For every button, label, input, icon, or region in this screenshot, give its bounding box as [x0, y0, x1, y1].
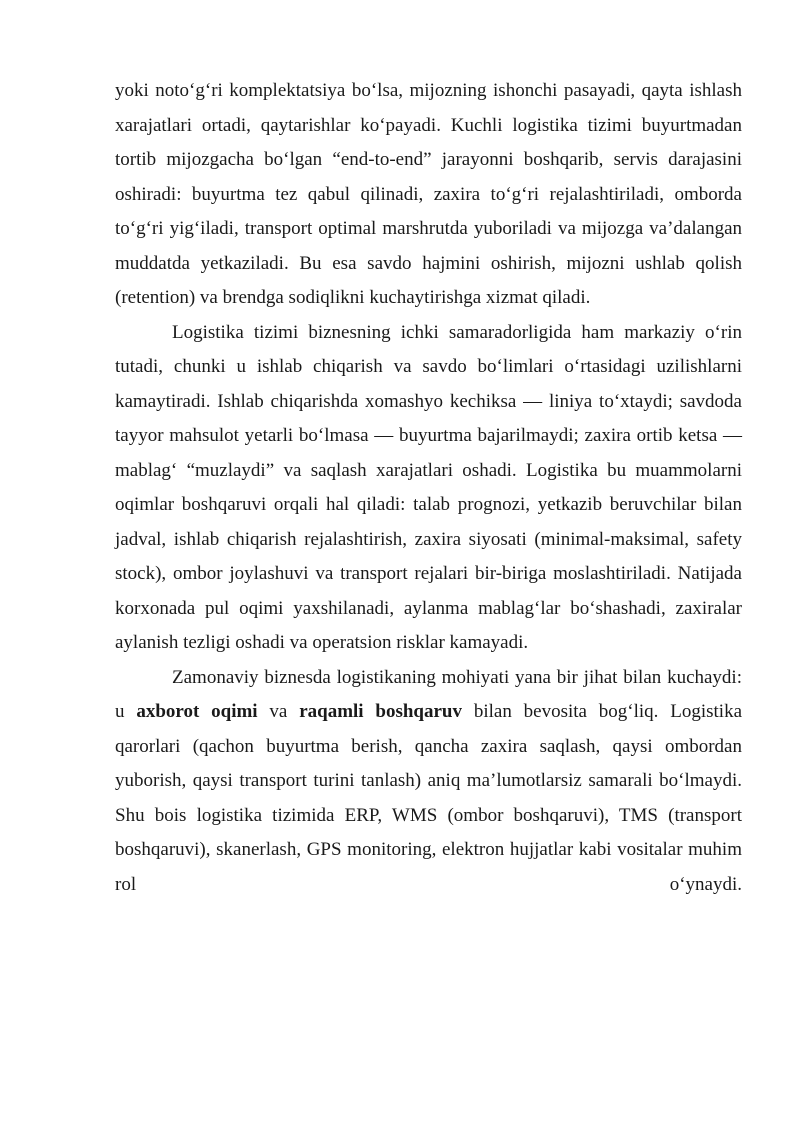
paragraph-internal-efficiency: Logistika tizimi biznesning ichki samaradorligida ham markaziy o‘rin tutadi, chunki u ishlab chiqarish va savdo bo‘limlari o‘rtasidagi uzilishlarni kamaytiradi. Ishlab chiqarishda xomashyo kechiksa — liniya to‘xtaydi; savdoda tayyor mahsulot yetarli bo‘lmasa — buyurtma bajarilmaydi; zaxira ortib ketsa — mablag‘ “muzlaydi” va saqlash xarajatlari oshadi. Logistika bu muammolarni oqimlar boshqaruvi orqali hal qiladi: talab prognozi, yetkazib beruvchilar bilan jadval, ishlab chiqarish rejalashtirish, zaxira siyosati (minimal-maksimal, safety stock), ombor joylashuvi va transport rejalari bir-biriga moslashtiriladi. Natijada korxonada pul oqimi yaxshilanadi, aylanma mablag‘lar bo‘shashadi, zaxiralar aylanish tezligi oshadi va operatsion risklar kamayadi. [115, 321, 742, 653]
bold-term-digital-management: raqamli boshqaruv [299, 701, 462, 722]
paragraph-text: va [257, 701, 300, 722]
paragraph-text: bilan bevosita bog‘liq. Logistika qarorlari (qachon buyurtma berish, qancha zaxira saqlash, qaysi ombordan yuborish, qaysi transport turini tanlash) aniq ma’lumotlarsiz samarali bo‘lmaydi. Shu bois logistika tizimida ERP, WMS (ombor boshqaruvi), TMS (transport boshqaruvi), skanerlash, GPS monitoring, elektron hujjatlar kabi vositalar muhim rol o‘ynaydi. [115, 701, 743, 895]
paragraph-continuation: yoki noto‘g‘ri komplektatsiya bo‘lsa, mijozning ishonchi pasayadi, qayta ishlash xarajatlari ortadi, qaytarishlar ko‘payadi. Kuchli logistika tizimi buyurtmadan tortib mijozgacha bo‘lgan “end-to-end” jarayonni boshqarib, servis darajasini oshiradi: buyurtma tez qabul qilinadi, zaxira to‘g‘ri rejalashtiriladi, omborda to‘g‘ri yig‘iladi, transport optimal marshrutda yuboriladi va mijozga va’dalangan muddatda yetkaziladi. Bu esa savdo hajmini oshirish, mijozni ushlab qolish (retention) va brendga sodiqlikni kuchaytirishga xizmat qiladi. [115, 80, 742, 308]
bold-term-information-flow: axborot oqimi [136, 701, 258, 722]
paragraph-information-flow [115, 661, 742, 903]
paragraph-text: Zamonaviy biznesda logistikaning mohiyati yana bir jihat bilan kuchaydi: u [115, 666, 742, 722]
document-body [115, 74, 742, 902]
